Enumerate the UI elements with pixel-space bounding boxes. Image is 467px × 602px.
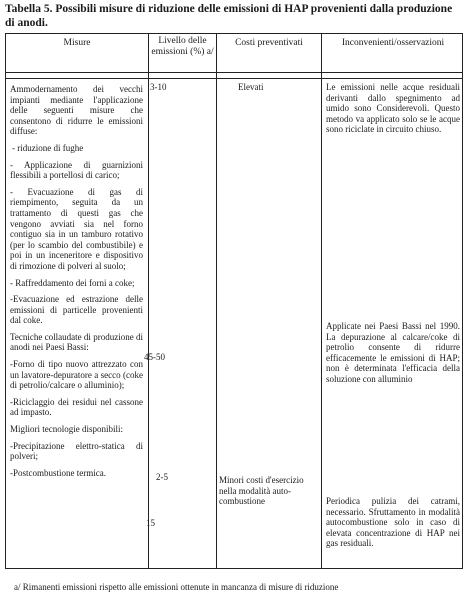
livello-value: 3-10 [150, 82, 167, 92]
misure-item: Migliori tecnologie disponibili: [10, 424, 123, 435]
costi-value: Minori costi d'esercizio nella modalità auto-combustione [219, 475, 304, 507]
column-divider [148, 34, 149, 568]
misure-item: - Raffreddamento dei forni a coke; [10, 277, 135, 288]
misure-item: - Evacuazione di gas di riempimento, seguita da un trattamento di questi gas che vengono avviati sia nel forno contiguo sia in un tamburo rotativo (per lo scambio del combustibile) e poi in un inceneritore e dispositivo di rimozione di polveri al suolo; [10, 186, 143, 271]
misure-item: Ammodernamento dei vecchi impianti mediante l'applicazione delle seguenti misure che consentono di ridurre le emissioni diffuse: [10, 84, 143, 137]
inconvenienti-value: Le emissioni nelle acque residuali derivanti dallo spegnimento ad umido sono Considerevoli. Questo metodo va applicato solo se le acque sono riciclate in circuito chiuso. [326, 82, 460, 135]
costi-value: Elevati [238, 82, 264, 92]
misure-item: - Applicazione di guarnizioni flessibili a portellosi di carico; [10, 159, 143, 181]
header-livello: Livello delle emissioni (%) a/ [151, 36, 214, 57]
misure-item: -Precipitazione elettro-statica di polveri; [10, 440, 143, 462]
header-misure: Misure [63, 38, 91, 48]
column-divider [321, 34, 322, 568]
misure-column [10, 84, 143, 484]
misure-item: - riduzione di fughe [12, 142, 84, 153]
misure-item: -Evacuazione ed estrazione delle emissioni di particelle provenienti dal coke. [10, 294, 143, 326]
inconvenienti-value: Applicate nei Paesi Bassi nel 1990. La depurazione al calcare/coke di petrolio consente di ridurre efficacemente le emissioni di HAP; non è determinata l'efficacia della soluzione con alluminio [326, 321, 460, 384]
livello-value: 45-50 [144, 352, 165, 362]
misure-item: -Forno di tipo nuovo attrezzato con un lavatore-depuratore a secco (coke di petrolio/calcare o alluminio); [10, 359, 143, 391]
inconvenienti-value: Periodica pulizia dei catrami, necessario. Sfruttamento in modalità autocombustione solo in caso di elevata concentrazione di HAP nei gas residuali. [326, 496, 460, 549]
livello-value: 15 [146, 518, 155, 528]
column-divider [216, 34, 217, 568]
misure-item: -Postcombustione termica. [10, 467, 106, 478]
header-inconvenienti: Inconvenienti/osservazioni [341, 38, 445, 48]
header-costi: Costi preventivati [235, 38, 303, 48]
footnote: a/ Rimanenti emissioni rispetto alle emissioni ottenute in mancanza di misure di riduzione [14, 582, 339, 592]
livello-value: 2-5 [156, 472, 168, 482]
header-divider [6, 78, 462, 79]
misure-item: Tecniche collaudate di produzione di anodi nei Paesi Bassi: [10, 331, 143, 353]
misure-item: -Riciclaggio dei residui nel cassone ad impasto. [10, 396, 143, 418]
header-divider [6, 72, 462, 73]
emissions-table [5, 33, 463, 569]
table-title: Tabella 5. Possibili misure di riduzione delle emissioni di HAP provenienti dalla produzione di anodi. [5, 3, 453, 29]
